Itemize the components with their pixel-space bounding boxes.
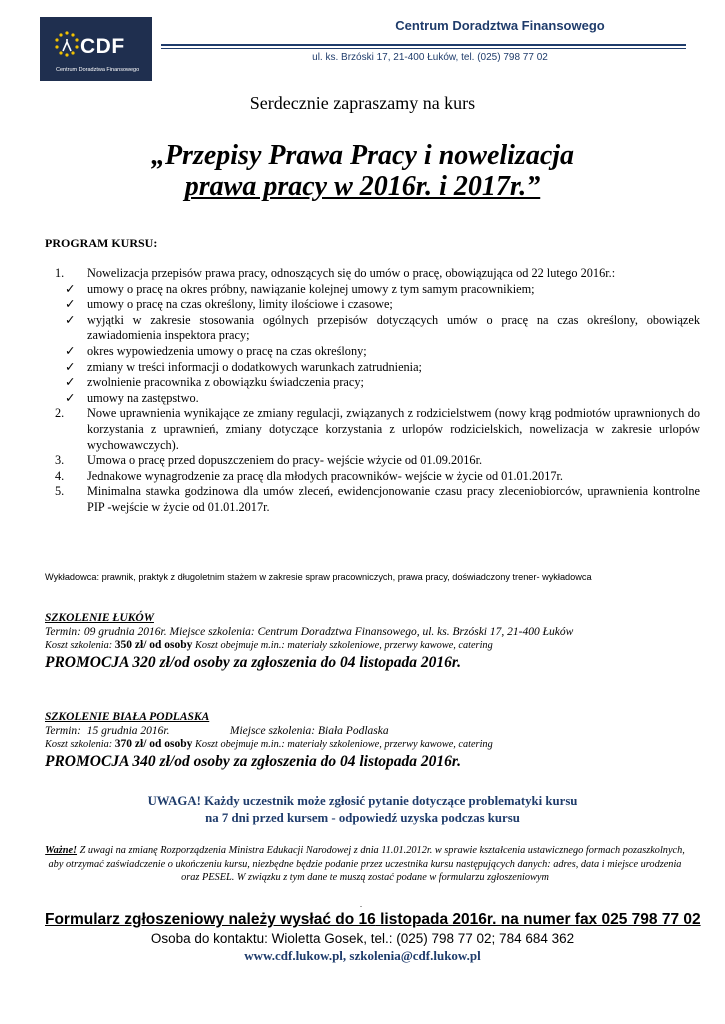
session-term: Termin: 09 grudnia 2016r. Miejsce szkolenia: Centrum Doradztwa Finansowego, ul. ks. Brzóski 17, 21-400 Łuków (45, 625, 574, 638)
session-biala-podlaska (45, 711, 705, 772)
session-lukow (45, 612, 705, 673)
checkmark-icon: ✓ (65, 312, 76, 327)
item-text: Jednakowe wynagrodzenie za pracę dla młodych pracowników- wejście w życie od 01.01.2017r. (87, 468, 563, 483)
separator-dot: . (360, 900, 362, 909)
item-number: 5. (55, 484, 65, 499)
checkmark-icon: ✓ (65, 343, 76, 358)
session-heading: SZKOLENIE ŁUKÓW (45, 612, 154, 624)
check-item (55, 282, 700, 298)
check-text: umowy na zastępstwo. (87, 390, 199, 405)
header-divider (161, 44, 686, 46)
item-text: Nowelizacja przepisów prawa pracy, odnoszących się do umów o pracę, obowiązująca od 22 lutego 2016r.: (87, 266, 616, 280)
logo-subtext: Centrum Doradztwa Finansowego (56, 67, 140, 73)
item-number: 2. (55, 406, 65, 421)
item-number: 4. (55, 468, 65, 483)
cost-label: Koszt szkolenia: (45, 739, 115, 750)
check-item (55, 391, 700, 407)
cost-value: 350 zł/ od osoby (114, 639, 193, 651)
form-line-part2: listopada 2016r. na numer fax 025 798 77 02 (375, 911, 701, 928)
program-item (55, 484, 700, 515)
program-item (55, 266, 700, 282)
check-item (55, 344, 700, 360)
check-text: umowy o pracę na czas określony, limity ilościowe i czasowe; (87, 297, 393, 312)
important-notice (45, 844, 685, 885)
notice-lead: Ważne! (45, 845, 78, 856)
invitation-text: Serdecznie zapraszamy na kurs (249, 93, 476, 113)
check-text: umowy o pracę na okres próbny, nawiązanie kolejnej umowy z tym samym pracownikiem; (87, 281, 535, 296)
form-instructions (45, 911, 705, 929)
item-number: 3. (55, 453, 65, 468)
promo-text: PROMOCJA 340 zł/od osoby za zgłoszenia do 04 listopada 2016r. (45, 752, 461, 770)
contact-person: Osoba do kontaktu: Wioletta Gosek, tel.: (025) 798 77 02; 784 684 362 (150, 931, 575, 946)
item-text: Minimalna stawka godzinowa dla umów zleceń, ewidencjonowanie czasu pracy zleceniobiorców, uprawnienia kontrolne PIP -wejście w życie od 01.01.2017r. (87, 484, 700, 514)
program-heading: PROGRAM KURSU: (45, 236, 158, 250)
form-line-part1: Formularz zgłoszeniowy należy wysłać do 16 (45, 911, 376, 928)
checkmark-icon: ✓ (65, 390, 76, 405)
checkmark-icon: ✓ (65, 281, 76, 296)
check-text: zmiany w treści informacji o dodatkowych warunkach zatrudnienia; (87, 359, 422, 374)
session-term: Termin: 15 grudnia 2016r. Miejsce szkolenia: Biała Podlaska (45, 724, 389, 737)
check-item (55, 360, 700, 376)
stars-icon (54, 31, 80, 57)
item-text: Umowa o pracę przed dopuszczeniem do pracy- wejście wżycie od 01.09.2016r. (87, 453, 483, 468)
cost-label: Koszt szkolenia: (45, 640, 115, 651)
program-item (55, 469, 700, 485)
promo-text: PROMOCJA 320 zł/od osoby za zgłoszenia do 04 listopada 2016r. (45, 653, 461, 671)
item-text: Nowe uprawnienia wynikające ze zmiany regulacji, związanych z rodzicielstwem (nowy krąg podmiotów uprawnionych do korzystania z uprawnień, zmiany dotyczące korzystania z urlopów rodzicielskich, nowelizacja w zakresie urlopów wychowawczych). (87, 406, 700, 452)
course-title-line1: „Przepisy Prawa Pracy i nowelizacja (150, 140, 575, 171)
cost-note: Koszt obejmuje m.in.: materiały szkoleniowe, przerwy kawowe, catering (192, 739, 493, 750)
program-list (55, 266, 700, 516)
item-number: 1. (55, 266, 65, 280)
cost-value: 370 zł/ od osoby (114, 738, 193, 750)
website-email-links[interactable]: www.cdf.lukow.pl, szkolenia@cdf.lukow.pl (244, 948, 481, 963)
notice-text: Z uwagi na zmianę Rozporządzenia Ministra Edukacji Narodowej z dnia 11.01.2012r. w sprawie kształcenia ustawicznego formach pozaszkolnych, aby otrzymać zaświadczenie o ukończeniu kursu, niezbędne będzie podanie przez uczestnika kursu następujących danych: adres, data i miejsce urodzenia oraz PESEL. W związku z tym dane te muszą zostać podane w formularzu zgłoszeniowym (48, 845, 685, 883)
program-item (55, 453, 700, 469)
logo-text: CDF (80, 35, 125, 58)
organization-address: ul. ks. Brzóski 17, 21-400 Łuków, tel. (025) 798 77 02 (312, 52, 548, 63)
warning-line2: na 7 dni przed kursem - odpowiedź uzyska podczas kursu (205, 811, 520, 825)
warning-notice (0, 793, 725, 827)
course-title-line2: prawa pracy w 2016r. i 2017r.” (184, 171, 541, 202)
organization-name: Centrum Doradztwa Finansowego (395, 18, 605, 33)
lecturer-info: Wykładowca: prawnik, praktyk z długoletnim stażem w zakresie spraw pracowniczych, prawa pracy, doświadczony trener- wykładowca (45, 572, 592, 582)
check-item (55, 375, 700, 391)
session-cost (45, 639, 705, 653)
checkmark-icon: ✓ (65, 375, 76, 390)
check-item (55, 297, 700, 313)
cost-note: Koszt obejmuje m.in.: materiały szkoleniowe, przerwy kawowe, catering (192, 640, 493, 651)
check-text: zwolnienie pracownika z obowiązku świadczenia pracy; (87, 375, 364, 390)
checkmark-icon: ✓ (65, 297, 76, 312)
header-divider-thin (161, 48, 686, 49)
session-heading: SZKOLENIE BIAŁA PODLASKA (45, 711, 210, 723)
check-item (55, 313, 700, 344)
session-cost (45, 738, 705, 752)
warning-line1: UWAGA! Każdy uczestnik może zgłosić pytanie dotyczące problematyki kursu (147, 794, 578, 808)
check-text: wyjątki w zakresie stosowania ogólnych przepisów dotyczących umów o pracę na czas określony, obowiązek zawiadomienia inspektora pracy; (87, 312, 700, 343)
checkmark-icon: ✓ (65, 359, 76, 374)
program-item (55, 406, 700, 453)
check-text: okres wypowiedzenia umowy o pracę na czas określony; (87, 343, 367, 358)
